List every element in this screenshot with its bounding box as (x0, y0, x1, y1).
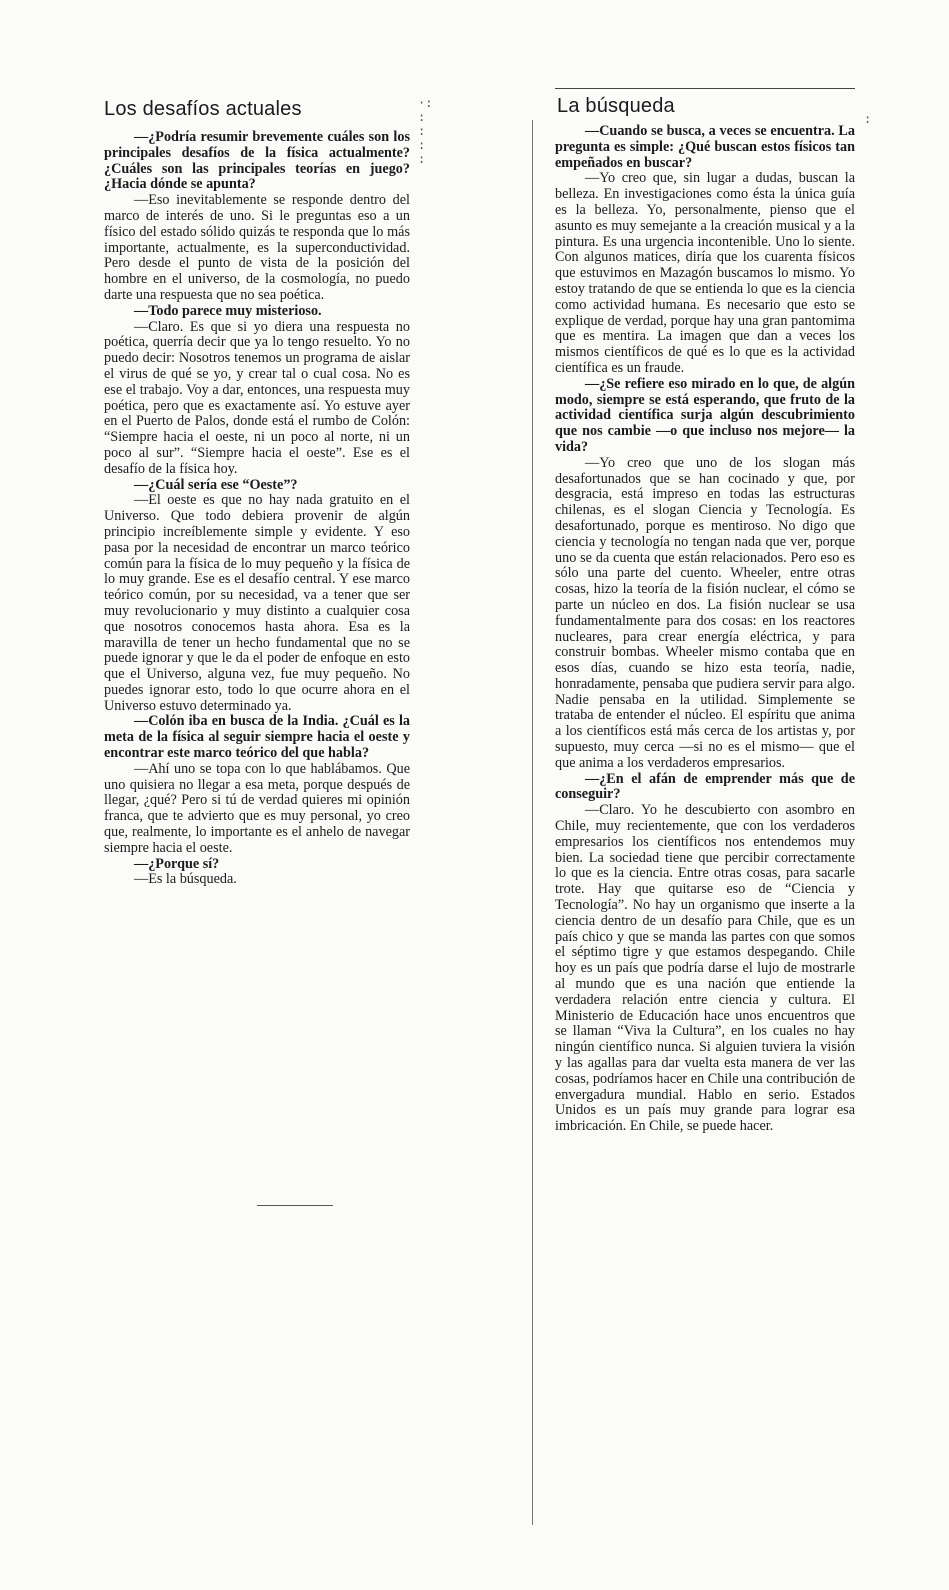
article-end-rule (257, 1205, 333, 1206)
question-paragraph: —¿En el afán de emprender más que de conseguir? (555, 770, 855, 803)
answer-paragraph: —El oeste es que no hay nada gratuito en el Universo. Que todo debiera provenir de algún principio increíblemente simple y evidente. Y eso pasa por la necesidad de encontrar un marco teórico común para la física de lo muy pequeño y la física de lo muy grande. Ese es el desafío central. Y ese marco teórico común, por su necesidad, va a tener que ser muy revolucionario y muy distinto a cualquier cosa que nosotros conocemos hasta ahora. Esa es la maravilla de tener un hecho fundamental que no se puede ignorar y que le da el poder de enfoque en esto que el Universo, alguna vez, fue muy pequeño. No puedes ignorar esto, todo lo que ocurre ahora en el Universo estuvo determinado ya. (104, 492, 410, 714)
answer-paragraph: —Claro. Es que si yo diera una respuesta no poética, querría decir que ya lo tengo resuelto. Yo no puedo decir: Nosotros tenemos un programa de aislar el virus de qué se yo, y crear tal o cual cosa. No es ese el trabajo. Voy a dar, entonces, una respuesta muy poética, pero que es exactamente así. Yo estuve ayer en el Puerto de Palos, donde está el rumbo de Colón: “Siempre hacia el oeste, ni un poco al norte, ni un poco al sur”. “Siempre hacia el oeste”. Ese es el desafío de la física hoy. (104, 318, 410, 477)
answer-paragraph: —Yo creo que, sin lugar a dudas, buscan la belleza. En investigaciones como ésta la única guía es la belleza. Yo, personalmente, pienso que el asunto es muy semejante a la creación musical y a la pintura. Es una urgencia incontenible. Uno lo siente. Con algunos matices, diría que los cuarenta físicos que estuvimos en Mazagón buscamos lo mismo. Yo estoy tratando de que se entienda lo que es la ciencia como actividad humana. Es necesario que esto se explique de verdad, porque hay una gran pantomima que es mentira. La imagen que dan a veces los mismos científicos de qué es lo que es la actividad científica es un fraude. (555, 170, 855, 376)
question-paragraph: —Colón iba en busca de la India. ¿Cuál es la meta de la física al seguir siempre hacia el oeste y encontrar este marco teórico del que habla? (104, 713, 410, 762)
answer-paragraph: —Claro. Yo he descubierto con asombro en Chile, muy recientemente, que con los verdaderos empresarios los científicos nos entendemos muy bien. La sociedad tiene que percibir correctamente lo que es la ciencia. Entre otras cosas, para sacarle trote. Hay que quitarse eso de “Ciencia y Tecnología”. No hay un organismo que inserte a la ciencia dentro de un desafío para Chile, que es un país chico y que se manda las partes con que somos el séptimo tigre y que estamos despegando. Chile hoy es un país que podría darse el lujo de mostrarle al mundo que es una nación que entiende la verdadera relación entre ciencia y cultura. El Ministerio de Educación hace unos encuentros que se llaman “Viva la Cultura”, en los cuales no hay ningún científico nunca. Si alguien tuviera la visión y las agallas para dar vuelta esta manera de ver las cosas, podríamos hacer en Chile una contribución de envergadura mundial. Hablo en serio. Estados Unidos es un país muy grande para lograr esa imbricación. En Chile, se puede hacer. (555, 802, 855, 1135)
left-column-title: Los desafíos actuales (104, 98, 302, 120)
question-paragraph: —¿Cuál sería ese “Oeste”? (134, 476, 298, 493)
question-paragraph: —¿Porque sí? (134, 855, 220, 872)
answer-paragraph: —Es la búsqueda. (134, 871, 237, 888)
scan-margin-mark-right: : (864, 112, 872, 126)
right-column-title: La búsqueda (557, 95, 675, 117)
question-paragraph: —Cuando se busca, a veces se encuentra. La pregunta es simple: ¿Qué buscan estos físicos tan empeñados en buscar? (555, 123, 855, 171)
right-column-body (555, 124, 855, 1135)
scan-margin-marks: ·: : : : : (418, 96, 433, 166)
answer-paragraph: —Eso inevitablemente se responde dentro del marco de interés de uno. Si le preguntas eso a un físico del estado sólido quizás te responda que lo más importante, actualmente, es la superconductividad. Pero desde el punto de vista de la posición del hombre en el universo, de la cosmología, no puedo darte una respuesta que no sea poética. (104, 192, 410, 303)
question-paragraph: —¿Se refiere eso mirado en lo que, de algún modo, siempre se está esperando, que fruto de la actividad científica surja algún descubrimiento que nos cambie —o que incluso nos mejore— la vida? (555, 375, 855, 455)
column-divider (532, 120, 533, 1525)
top-rule-right (555, 88, 855, 89)
question-paragraph: —¿Podría resumir brevemente cuáles son los principales desafíos de la física actualmente? ¿Cuáles son las principales teorías en juego? ¿Hacia dónde se apunta? (104, 129, 410, 193)
left-column-body (104, 130, 410, 888)
question-paragraph: —Todo parece muy misterioso. (134, 302, 322, 319)
answer-paragraph: —Ahí uno se topa con lo que hablábamos. Que uno quisiera no llegar a esa meta, porque después de llegar, ¿qué? Pero si tú de verdad quieres mi opinión franca, que te advierto que es muy personal, yo creo que, realmente, lo importante es el anhelo de navegar siempre hacia el oeste. (104, 760, 410, 856)
answer-paragraph: —Yo creo que uno de los slogan más desafortunados que se han cocinado y que, por desgracia, está impreso en todas las estructuras chilenas, es el slogan Ciencia y Tecnología. Es desafortunado, porque es mentiroso. No digo que ciencia y tecnología no tengan nada que ver, porque uno se da cuenta que están relacionados. Pero eso es sólo una parte del cuento. Wheeler, entre otras cosas, hizo la teoría de la fisión nuclear, el cómo se parte un núcleo en dos. La fisión nuclear se usa fundamentalmente para dos cosas: en los reactores nucleares, para crear energía eléctrica, y para construir bombas. Wheeler mismo contaba que en esos días, cuando se hizo esta teoría, nadie, honradamente, pensaba que pudiera servir para algo. Nadie pensaba en la utilidad. Simplemente se trataba de entender el núcleo. El espíritu que anima a los científicos está más cerca de los artistas y, por supuesto, muy cerca —si no es el mismo— que el que anima a los verdaderos empresarios. (555, 454, 855, 771)
